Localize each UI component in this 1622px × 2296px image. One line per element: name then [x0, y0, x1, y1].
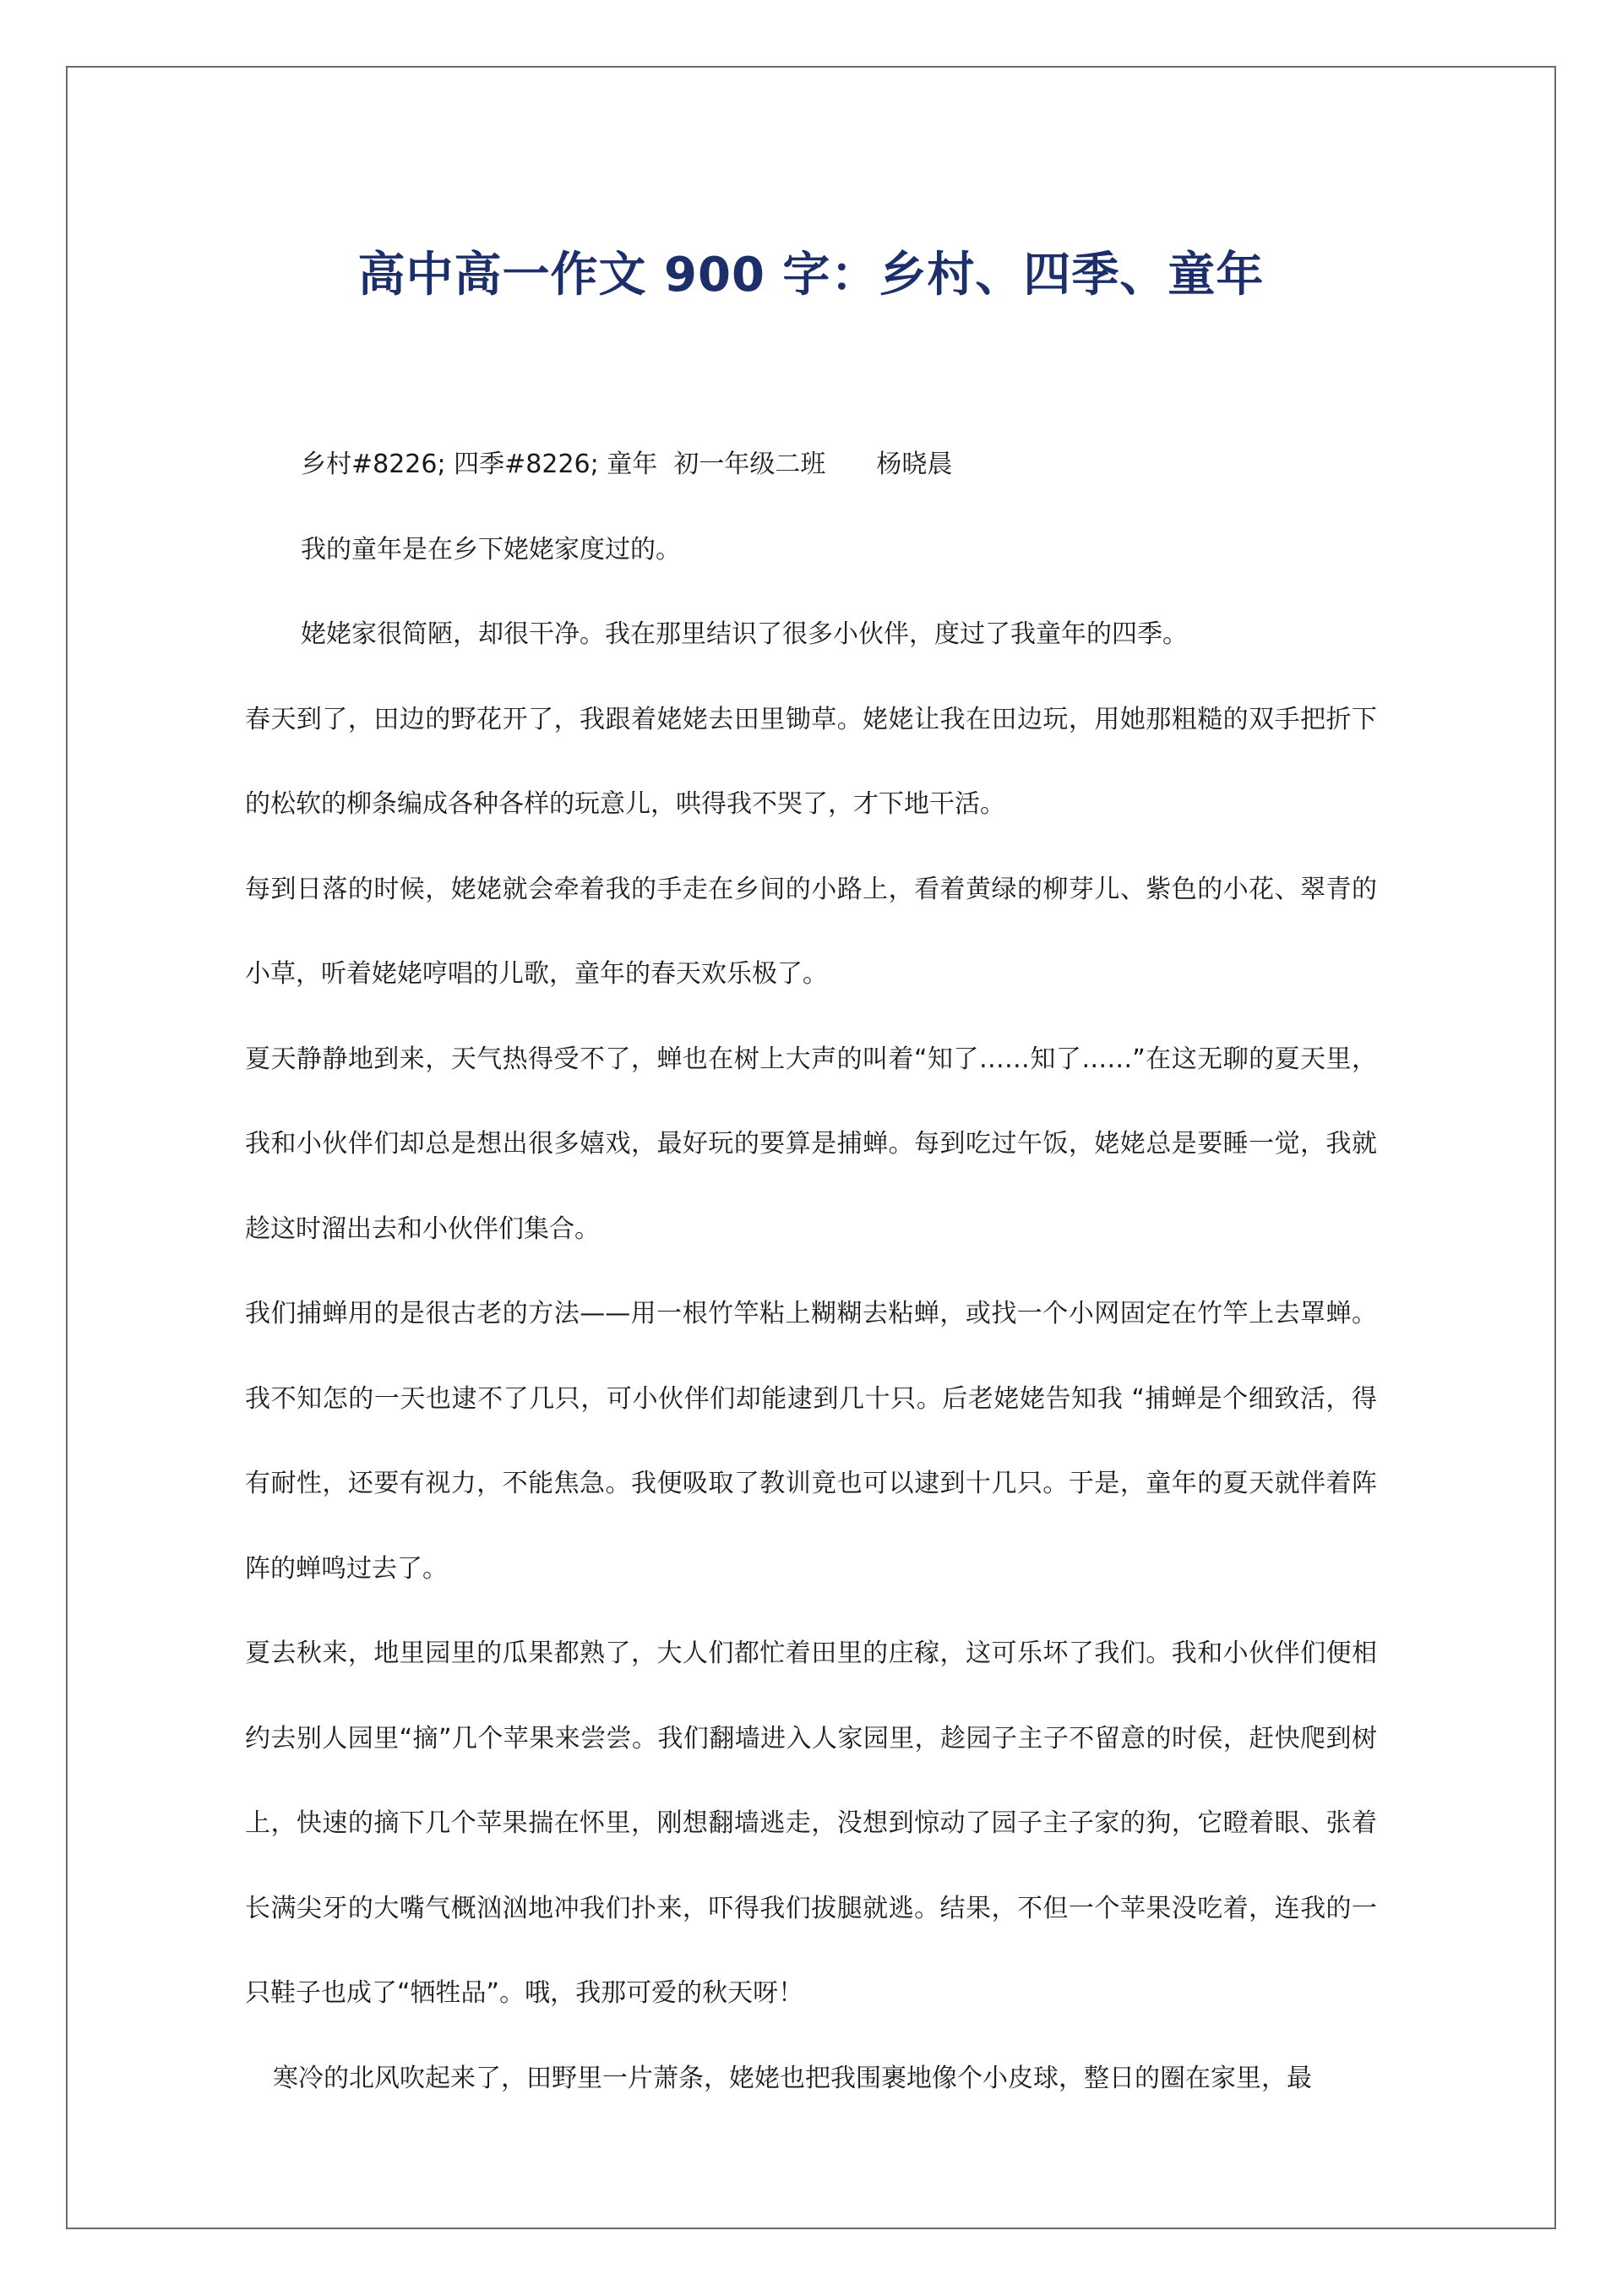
paragraph-1: 我的童年是在乡下姥姥家度过的。 [301, 534, 681, 564]
paragraph-5: 夏天静静地到来，天气热得受不了，蝉也在树上大声的叫着“知了……知了……”在这无聊的夏天里，我和小伙伴们却总是想出很多嬉戏，最好玩的要算是捕蝉。每到吃过午饭，姥姥总是要睡一觉，我就趁这时溜出去和小伙伴们集合。 [245, 1044, 1377, 1244]
paragraph-8: 寒冷的北风吹起来了，田野里一片萧条，姥姥也把我围裹地像个小皮球，整日的圈在家里，最 [273, 2063, 1312, 2093]
paragraph-4: 每到日落的时候，姥姥就会牵着我的手走在乡间的小路上，看着黄绿的柳芽儿、紫色的小花、翠青的小草，听着姥姥哼唱的儿歌，童年的春天欢乐极了。 [245, 874, 1377, 989]
meta-author: 杨晓晨 [876, 450, 953, 479]
meta-line [245, 423, 1377, 508]
paragraph-6: 我们捕蝉用的是很古老的方法——用一根竹竿粘上糊糊去粘蝉，或找一个小网固定在竹竿上去罩蝉。我不知怎的一天也逮不了几只，可小伙伴们却能逮到几十只。后老姥姥告知我 “捕蝉是个细致活，得有耐性，还要有视力，不能焦急。我便吸取了教训竟也可以逮到十几只。于是，童年的夏天就伴着阵阵的蝉鸣过去了。 [245, 1299, 1377, 1584]
document-title: 高中高一作文 900 字：乡村、四季、童年 [357, 247, 1265, 303]
meta-tags: 乡村#8226; 四季#8226; 童年 初一年级二班 [301, 450, 826, 479]
paragraph-2: 姥姥家很简陋，却很干净。我在那里结识了很多小伙伴，度过了我童年的四季。 [301, 619, 1188, 649]
paragraph-7: 夏去秋来，地里园里的瓜果都熟了，大人们都忙着田里的庄稼，这可乐坏了我们。我和小伙伴们便相约去别人园里“摘”几个苹果来尝尝。我们翻墙进入人家园里，趁园子主子不留意的时侯，赶快爬到树上，快速的摘下几个苹果揣在怀里，刚想翻墙逃走，没想到惊动了园子主子家的狗，它瞪着眼、张着长满尖牙的大嘴气概汹汹地冲我们扑来，吓得我们拔腿就逃。结果，不但一个苹果没吃着，连我的一只鞋子也成了“牺牲品”。哦，我那可爱的秋天呀！ [245, 1639, 1377, 2008]
document-body [245, 423, 1377, 2121]
paragraph-3: 春天到了，田边的野花开了，我跟着姥姥去田里锄草。姥姥让我在田边玩，用她那粗糙的双手把折下的松软的柳条编成各种各样的玩意儿，哄得我不哭了，才下地干活。 [245, 704, 1377, 819]
